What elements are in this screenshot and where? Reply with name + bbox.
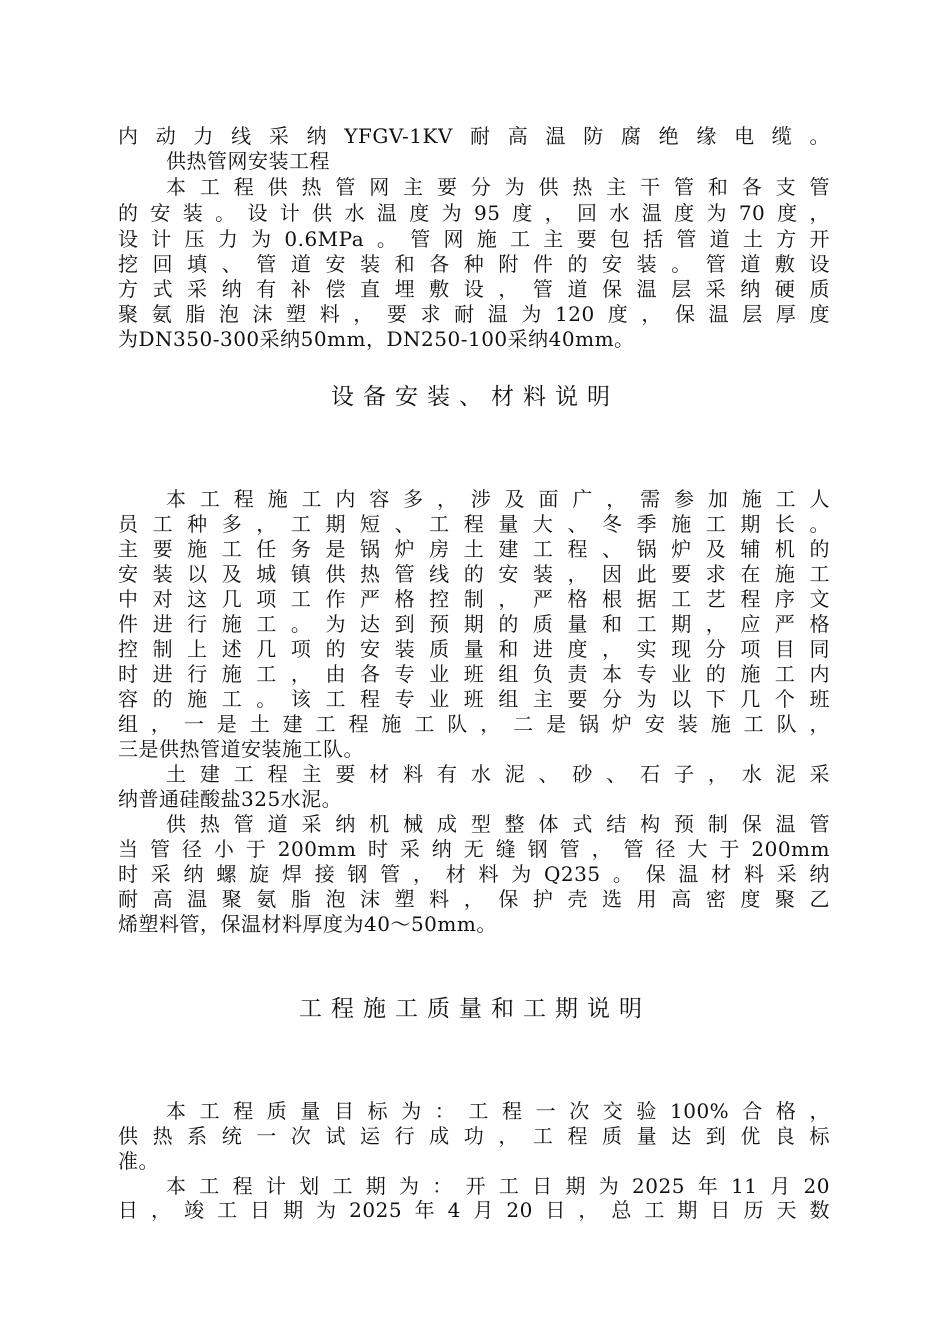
text-line: 纳普通硅酸盐325水泥。	[118, 787, 343, 811]
text-line: 时采纳螺旋焊接钢管，材料为Q235。保温材料采纳	[118, 862, 830, 886]
text-line: 日，竣工日期为2025年4月20日，总工期日历天数	[118, 1198, 830, 1222]
text-line: 设计压力为0.6MPa。管网施工主要包括管道土方开	[118, 227, 830, 251]
text-line: 供热系统一次试运行成功，工程质量达到优良标	[118, 1124, 830, 1148]
text-line: 本工程施工内容多，涉及面广，需参加施工人	[166, 487, 830, 511]
text-line: 组，一是土建工程施工队，二是锅炉安装施工队，	[118, 712, 830, 736]
text-line: 供热管道采纳机械成型整体式结构预制保温管	[166, 812, 830, 836]
text-line: 为DN350-300采纳50mm，DN250-100采纳40mm。	[118, 327, 635, 351]
text-line: 准。	[118, 1149, 159, 1173]
text-line: 聚氨脂泡沫塑料，要求耐温为120度，保温层厚度	[118, 302, 830, 326]
text-line: 挖回填、管道安装和各种附件的安装。管道敷设	[118, 252, 830, 276]
text-line: 耐高温聚氨脂泡沫塑料，保护壳选用高密度聚乙	[118, 887, 830, 911]
text-line: 烯塑料管，保温材料厚度为40～50mm。	[118, 912, 497, 936]
text-line: 本工程计划工期为：开工日期为2025年11月20	[166, 1174, 830, 1198]
text-line: 本工程供热管网主要分为供热主干管和各支管	[166, 175, 830, 199]
text-line: 三是供热管道安装施工队。	[118, 737, 364, 761]
text-line: 中对这几项工作严格控制，严格根据工艺程序文	[118, 587, 830, 611]
text-line: 控制上述几项的安装质量和进度，实现分项目同	[118, 637, 830, 661]
text-line: 土建工程主要材料有水泥、砂、石子，水泥采	[166, 762, 830, 786]
text-line: 员工种多，工期短、工程量大、冬季施工期长。	[118, 512, 830, 536]
text-line: 件进行施工。为达到预期的质量和工期，应严格	[118, 612, 830, 636]
text-line: 方式采纳有补偿直埋敷设，管道保温层采纳硬质	[118, 277, 830, 301]
section-heading: 设备安装、材料说明	[331, 384, 619, 410]
text-line: 的安装。设计供水温度为95度，回水温度为70度，	[118, 201, 830, 225]
text-line: 当管径小于200mm时采纳无缝钢管，管径大于200mm	[118, 837, 830, 861]
text-line: 安装以及城镇供热管线的安装，因此要求在施工	[118, 562, 830, 586]
subsection-title: 供热管网安装工程	[166, 149, 330, 173]
text-line: 内动力线采纳YFGV-1KV耐高温防腐绝缘电缆。	[118, 124, 830, 148]
section-heading: 工程施工质量和工期说明	[299, 996, 651, 1022]
text-line: 容的施工。该工程专业班组主要分为以下几个班	[118, 687, 830, 711]
text-line: 本工程质量目标为：工程一次交验100%合格，	[166, 1099, 830, 1123]
text-line: 时进行施工，由各专业班组负责本专业的施工内	[118, 662, 830, 686]
text-line: 主要施工任务是锅炉房土建工程、锅炉及辅机的	[118, 537, 830, 561]
